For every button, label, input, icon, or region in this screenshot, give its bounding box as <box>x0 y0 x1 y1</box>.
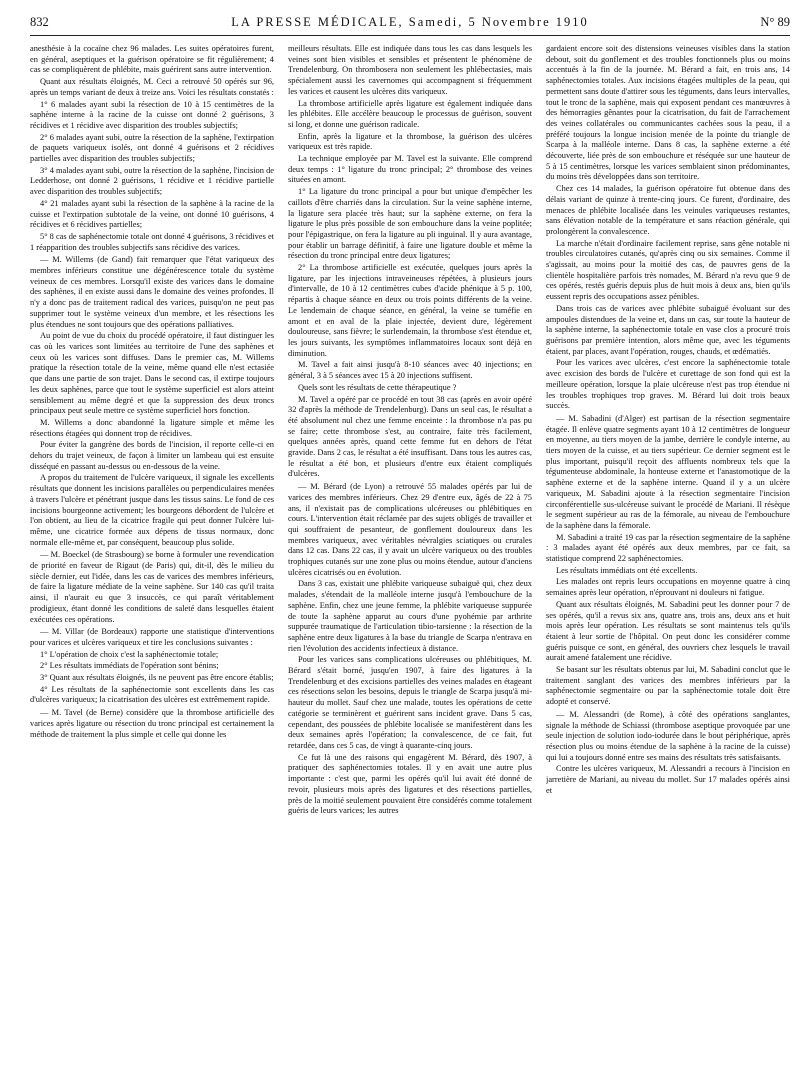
paragraph: 2° Les résultats immédiats de l'opération sont bénins; <box>40 661 219 671</box>
column-2 <box>288 44 532 1074</box>
paragraph: gardaient encore soit des distensions veineuses visibles dans la station debout, soit du gonflement et des troubles fonctionnels plus ou moins accentués à la fin de la journée. M. Bérard a fait, en trois ans, 14 saphénectomies totales. Aux incisions étagées multiples de la peau, qui permettent sans doute d'attirer sous les téguments, dans leurs intervalles, tout le tronc de la saphène, mais qui exposent pendant ces manœuvres à des hémorragies gênantes pour la cicatrisation, du fait de l'arrachement des veines collatérales ou communicantes cachées sous la peau, il a préféré toujours la longue incision menée de la pointe du triangle de Scarpa à la malléole interne. Dans 8 cas, la saphène externe a été découverte, liée près de son embouchure et réséquée sur une hauteur de 5 à 15 centimètres, lorsque les varices semblaient sinon prédominantes, du moins très développées dans son territoire. <box>546 44 790 182</box>
paragraph: A propos du traitement de l'ulcère variqueux, il signale les excellents résultats que donnent les incisions parallèles ou perpendiculaires menées à travers l'ulcère et pénétrant jusque dans les tissus sains. Le fond de ces incisions bourgeonne activement; les bourgeons débordent de l'ulcère et l'on obtient, au lieu de la cicatrice fragile qui peut donner l'ulcère lui-même, une cicatrice formée aux dépens de tissus normaux, donc normale elle-même et, par conséquent, beaucoup plus solide. <box>30 473 274 547</box>
paragraph: — M. Villar (de Bordeaux) rapporte une statistique d'interventions pour varices et ulcères variqueux et tire les conclusions suivantes : <box>30 627 274 647</box>
paragraph: La thrombose artificielle après ligature est également indiquée dans les phlébites. Elle accélère beaucoup le processus de guérison, souvent si long, et donne une guérison radicale. <box>288 98 532 129</box>
paragraph: La marche n'était d'ordinaire facilement reprise, sans gêne notable ni troubles circulatoires cutanés, qu'après cinq ou six semaines. Comme il s'agissait, au moins pour la moitié des cas, de pauvres gens de la clientèle hospitalière parfois très nomades, M. Bérard n'a revu que 9 de ces opérés, restés guéris depuis plus de huit mois à deux ans, bien qu'ils eussent repris des occupations assez pénibles. <box>546 238 790 302</box>
paragraph: Pour les varices sans complications ulcéreuses ou phlébitiques, M. Bérard s'était borné, jusqu'en 1907, à faire des ligatures à la Trendelenburg et des excisions partielles des veines malades en étageant ces résections selon les besoins, depuis le triangle de Scarpa jusqu'à mi-hauteur du mollet. Sauf chez une malade, toutes les opérations de cette catégorie se terminèrent et guérirent sans incident grave. Dans 5 cas, cependant, des poussées de phlébite localisée se manifestèrent dans les deux semaines après l'opération; la convalescence, de ce fait, fut retardée, dans ces 5 cas, de vingt à quarante-cinq jours. <box>288 655 532 750</box>
paragraph: M. Willems a donc abandonné la ligature simple et même les résections étagées qui donnent trop de récidives. <box>30 417 274 438</box>
paragraph: Se basant sur les résultats obtenus par lui, M. Sabadini conclut que le traitement sanglant des varices des membres inférieurs par la saphénectomie segmentaire ou par la saphénectomie totale doit être adopté et conservé. <box>546 665 790 707</box>
paragraph: Quels sont les résultats de cette thérapeutique ? <box>298 382 457 392</box>
paragraph: 4° 21 malades ayant subi la résection de la saphène à la racine de la cuisse et l'extirpation subtotale de la veine, ont donné 10 guérisons, 4 récidives et 6 récidives partielles; <box>30 198 274 230</box>
paragraph: — M. Alessandri (de Rome), à côté des opérations sanglantes, signale la méthode de Schiassi (thrombose aseptique provoquée par une seule injection de solution iodo-iodurée dans le bout périphérique, après résection plus ou moins étendue de la saphène à la racine de la cuisse) qui lui a toujours donné entre ses mains des résultats très satisfaisants. <box>546 709 790 762</box>
page-number: 832 <box>30 15 49 29</box>
paragraph: Quant aux résultats éloignés, M. Sabadini peut les donner pour 7 de ses opérés, qu'il a revus six ans, quatre ans, trois ans, deux ans et huit mois après leur opération. Les résultats se sont maintenus tels qu'ils étaient à leur sortie de l'hôpital. On peut donc les considérer comme guéris puisque ce sont, en général, des ouvriers chez lesquels le travail aurait amené fatalement une récidive. <box>546 599 790 663</box>
paragraph: 5° 8 cas de saphénectomie totale ont donné 4 guérisons, 3 récidives et 1 réapparition des troubles subjectifs sans récidive des varices. <box>30 231 274 252</box>
paragraph: 4° Les résultats de la saphénectomie sont excellents dans les cas d'ulcères variqueux; la cicatrisation des ulcères est extrêmement rapide. <box>30 684 274 705</box>
paragraph: anesthésie à la cocaïne chez 96 malades. Les suites opératoires furent, en général, aseptiques et la guérison opératoire se fit régulièrement; 4 cas se compliquèrent de phlébite, mais guérirent sans autre intervention. <box>30 44 274 75</box>
paragraph: La technique employée par M. Tavel est la suivante. Elle comprend deux temps : 1° ligature du tronc principal; 2° thrombose des veines situées en amont. <box>288 154 532 185</box>
paragraph: Au point de vue du choix du procédé opératoire, il faut distinguer les cas où les varices sont limitées au territoire de l'une des saphènes et ceux où les varices sont diffuses. Dans le premier cas, M. Willems pratique la résection totale de la veine, même quand elle n'est ectasiée que dans une partie de son trajet. Dans le second cas, il extirpe toujours les deux saphènes, parce que tout le système superficiel est alors atteint sensiblement au même degré et que la suppression des deux troncs principaux peut seule mettre ce système superficiel hors fonction. <box>30 331 274 416</box>
article-body <box>30 44 790 1074</box>
paragraph: M. Tavel a opéré par ce procédé en tout 38 cas (après en avoir opéré 32 d'après la méthode de Trendelenburg). Dans un seul cas, le résultat a été absolument nul chez une femme enceinte : la thrombose n'a pas pu se faire; cette thrombose s'est, au contraire, faite très facilement, quelques années après, quand cette femme fut en dehors de l'état gravide. Dans 2 cas, le résultat a été insuffisant. Dans tous les autres cas, le résultat a été bon, et plusieurs d'entre eux étaient compliqués d'ulcères. <box>288 394 532 479</box>
paragraph: Dans trois cas de varices avec phlébite subaiguë évoluant sur des ampoules distendues de la veine et, dans un cas, sur toute la hauteur de la saphène interne, la saphénectomie totale en vase clos a procuré trois guérisons par première intention, alors même que, avec les téguments étaient, par places, avant l'opération, rouges, chauds, et œdématiés. <box>546 303 790 356</box>
paragraph: Enfin, après la ligature et la thrombose, la guérison des ulcères variqueux est très rapide. <box>288 131 532 152</box>
paragraph: 3° 4 malades ayant subi, outre la résection de la saphène, l'incision de Ledderhose, ont donné 2 guérisons, 1 récidive et 1 récidive partielle avec disparition des troubles subjectifs; <box>30 165 274 197</box>
page-header <box>30 15 790 36</box>
paragraph: M. Sabadini a traité 19 cas par la résection segmentaire de la saphène : 3 malades ayant été opérés aux deux membres, par ce fait, sa statistique comprend 22 saphénectomies. <box>546 532 790 564</box>
column-1 <box>30 44 274 1074</box>
paragraph: Chez ces 14 malades, la guérison opératoire fut obtenue dans des délais variant de quinze à trente-cinq jours. Ce furent, d'ordinaire, des menaces de phlébite localisée dans les veinules variqueuses restantes, sans élévation notable de la température et sans réaction générale, qui prolongèrent la convalescence. <box>546 184 790 236</box>
paragraph: — M. Tavel (de Berne) considère que la thrombose artificielle des varices après ligature ou résection du tronc principal est certainement la méthode de traitement la plus simple et celle qui donne les <box>30 708 274 739</box>
journal-title: LA PRESSE MÉDICALE, Samedi, 5 Novembre 1910 <box>231 15 589 29</box>
paragraph: 2° 6 malades ayant subi, outre la résection de la saphène, l'extirpation de paquets variqueux isolés, ont donné 4 guérisons et 2 récidives partielles avec disparition des troubles subjectifs; <box>30 132 274 164</box>
paragraph: — M. Boeckel (de Strasbourg) se borne à formuler une revendication de priorité en faveur de Rigaut (de Paris) qui, dit-il, dès le milieu du siècle dernier, eut l'idée, dans les cas de varices des membres inférieurs, de faire la ligature médiate de la veine saphène. Sur 140 cas qu'il traita ainsi, il n'aurait eu que 3 insuccès, ce qui paraît véritablement prodigieux, étant donné les conditions de saleté dans lesquelles étaient exécutées ces opérations. <box>30 550 274 624</box>
paragraph: M. Tavel a fait ainsi jusqu'à 8-10 séances avec 40 injections; en général, 3 à 5 séances avec 15 à 20 injections suffisent. <box>288 360 532 381</box>
paragraph: 1° La ligature du tronc principal a pour but unique d'empêcher les caillots d'être charriés dans la circulation. Sur la veine saphène interne, la ligature sera placée très haut; sur la saphène externe, on fera la ligature le plus près possible de son embouchure dans la veine poplitée; pour l'épigastrique, on fera la ligature au pli inguinal. Il y aura avantage, pour établir un barrage définitif, à faire une ligature double et même la résection du tronc principal entre deux ligatures; <box>288 187 532 261</box>
issue-number: N° 89 <box>760 15 790 29</box>
column-3 <box>546 44 790 1074</box>
paragraph: Les résultats immédiats ont été excellents. <box>556 565 698 575</box>
paragraph: Ce fut là une des raisons qui engagèrent M. Bérard, dès 1907, à pratiquer des saphénectomies totales. Il y en avait une autre plus importante : c'est que, parmi les opérés qu'il lui avait été donné de revoir, plusieurs mois après des ligatures et des résections partielles, près de la moitié seulement pouvaient être considérés comme totalement guéris de leurs varices; les autres <box>288 752 532 816</box>
paragraph: Les malades ont repris leurs occupations en moyenne quatre à cinq semaines après leur opération, n'éprouvant ni douleurs ni fatigue. <box>546 577 790 598</box>
paragraph: 2° La thrombose artificielle est exécutée, quelques jours après la ligature, par les injections intraveineuses répétées, à plusieurs jours d'intervalle, de 10 à 12 centimètres cubes d'acide phénique à 5 p. 100, répartis à chaque séance en deux ou trois points différents de la veine. Le lendemain de chaque séance, en général, la veine se tuméfie en amont et en aval de la plaie injectée, devient dure, légèrement douloureuse, sans fièvre; le surlendemain, la thrombose s'est étendue et, les jours suivants, les symptômes inflammatoires locaux sont déjà en diminution. <box>288 263 532 358</box>
paragraph: meilleurs résultats. Elle est indiquée dans tous les cas dans lesquels les veines sont bien visibles et sensibles et présentent le phénomène de Trendelenburg. On thrombosera non seulement les phlébectasies, mais spécialement aussi les cavernomes qui accompagnent si fréquemment les varices et causent les ulcères dits variqueux. <box>288 44 532 96</box>
paragraph: Dans 3 cas, existait une phlébite variqueuse subaiguë qui, chez deux malades, s'étendait de la malléole interne jusqu'à l'embouchure de la saphène. Enfin, chez une jeune femme, la phlébite variqueuse suppurée de toute la saphène apparut au cours d'une pyohémie par arthrite suppurée traumatique de l'articulation tibio-tarsienne : la résection de la saphène entre deux ligatures à la base du triangle de Scarpa n'entrava en rien l'évolution des accidents infectieux à distance. <box>288 579 532 653</box>
paragraph: Pour éviter la gangrène des bords de l'incision, il reporte celle-ci en dehors du trajet veineux, de façon à limiter un lambeau qui est ensuite disséqué en passant au-dessus ou en-dessous de la veine. <box>30 440 274 471</box>
paragraph: Pour les varices avec ulcères, c'est encore la saphénectomie totale avec excision des bords de l'ulcère et curettage de son fond qui est la meilleure opération, lorsque la plaie ulcéreuse n'est pas trop étendue ni les troubles trophiques trop graves. M. Bérard lui doit trois beaux succès. <box>546 358 790 411</box>
paragraph: 1° L'opération de choix c'est la saphénectomie totale; <box>40 649 219 659</box>
paragraph: Contre les ulcères variqueux, M. Alessandri a recours à l'incision en jarretière de Mariani, au niveau du mollet. Sur 17 malades opérés ainsi et <box>546 764 790 795</box>
paragraph: Quant aux résultats éloignés, M. Ceci a retrouvé 50 opérés sur 96, après un temps variant de deux à treize ans. Voici les résultats constatés : <box>30 77 274 97</box>
paragraph: 1° 6 malades ayant subi la résection de 10 à 15 centimètres de la saphène interne à la racine de la cuisse ont donné 2 guérisons, 3 récidives et 1 récidive avec disparition des troubles subjectifs; <box>30 99 274 130</box>
paragraph: 3° Quant aux résultats éloignés, ils ne peuvent pas être encore établis; <box>40 673 274 683</box>
paragraph: — M. Willems (de Gand) fait remarquer que l'état variqueux des membres inférieurs constitue une dégénérescence totale du système veineux de ces membres. Lorsqu'il existe des varices dans le domaine des saphènes, il en existe aussi dans le domaine des veines profondes. Il n'y a donc pas de traitement radical des varices, puisqu'on ne peut pas supprimer tout le système veineux d'un membre, et les résections les plus étendues ne sont toujours que des opérations palliatives. <box>30 255 274 329</box>
paragraph: — M. Sabadini (d'Alger) est partisan de la résection segmentaire étagée. Il enlève quatre segments ayant 10 à 12 centimètres de longueur en moyenne, au tiers moyen de la jambe, derrière le condyle interne, au tiers moyen de la cuisse, et au tiers supérieur. Ce dernier segment est le plus important, puisqu'il reçoit des affluents nombreux tels que la tégumenteuse abdominale, la honteuse externe et l'anastomotique de la saphène externe et de la saphène interne. Quand il y a un ulcère variqueux, M. Sabadini ajoute à la résection segmentaire l'incision circonférentielle sus-ulcéreuse suivant le procédé de Mariani. Il résèque le segment supérieur au ras de la fémorale, au niveau de l'embouchure de la saphène dans la fémorale. <box>546 413 790 530</box>
paragraph: — M. Bérard (de Lyon) a retrouvé 55 malades opérés par lui de varices des membres inférieurs. Chez 29 d'entre eux, âgés de 22 à 75 ans, il n'existait pas de complications ulcéreuses ou phlébitiques en cours. L'intervention était réclamée par des sujets obligés de travailler et qui souffraient de pesanteur, de gonflement douloureux dans les membres variqueux, avec véritables névralgies sciatiques ou crurales dans 12 cas. Dans 22 cas, il y avait un ulcère variqueux ou des troubles trophiques cutanés sur une zone plus ou moins étendue, autour d'anciens ulcères cicatrisés ou en évolution. <box>288 482 532 577</box>
